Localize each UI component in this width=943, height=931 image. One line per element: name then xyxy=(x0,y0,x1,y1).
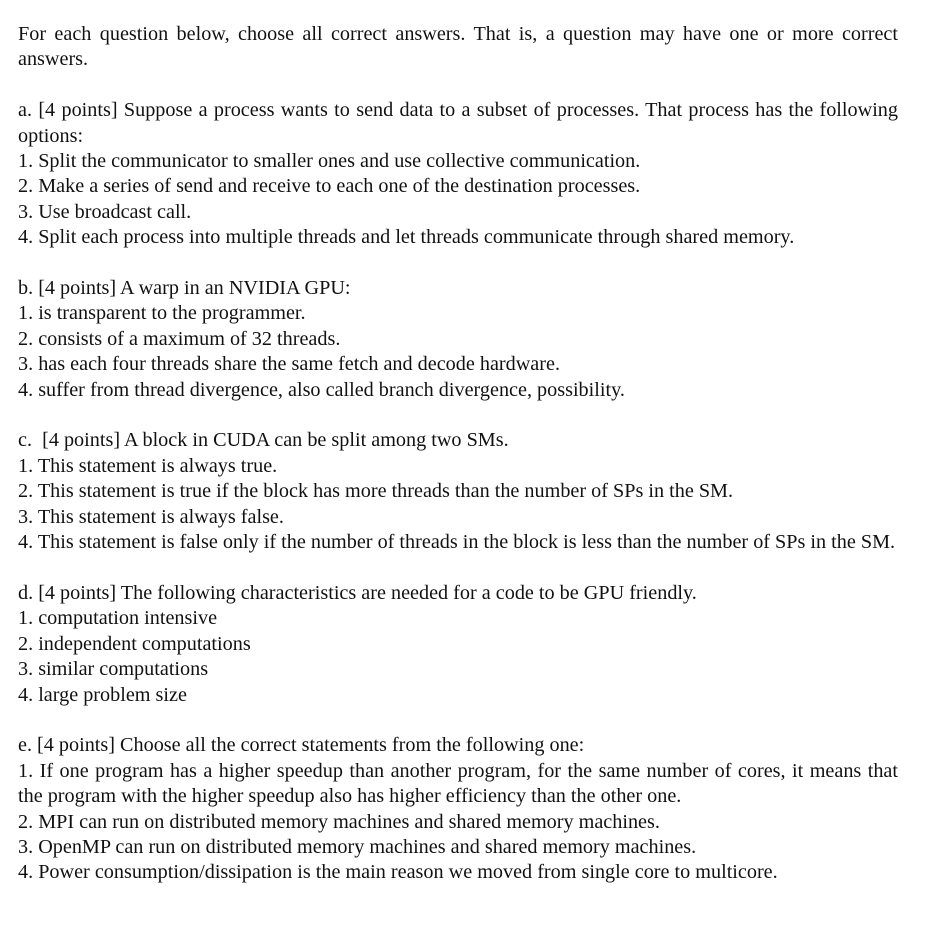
question-a-prompt: a. [4 points] Suppose a process wants to send data to a subset of processes. That process has the following options: xyxy=(18,99,898,147)
question-d xyxy=(18,581,898,708)
question-a-option-3: 3. Use broadcast call. xyxy=(18,200,192,223)
question-d-option-1: 1. computation intensive xyxy=(18,607,218,630)
question-b-option-2: 2. consists of a maximum of 32 threads. xyxy=(18,327,341,350)
question-e-option-1: 1. If one program has a higher speedup than another program, for the same number of cores, it means that the program with the higher speedup also has higher efficiency than the other one. xyxy=(18,759,898,808)
question-e-option-4: 4. Power consumption/dissipation is the main reason we moved from single core to multicore. xyxy=(18,861,778,884)
question-c-option-3: 3. This statement is always false. xyxy=(18,505,284,528)
question-a-option-2: 2. Make a series of send and receive to each one of the destination processes. xyxy=(18,175,641,198)
question-b-option-4: 4. suffer from thread divergence, also called branch divergence, possibility. xyxy=(18,378,625,401)
question-a-option-1: 1. Split the communicator to smaller ones and use collective communication. xyxy=(18,150,641,173)
question-c xyxy=(18,428,898,555)
instructions: For each question below, choose all correct answers. That is, a question may have one or more correct answers. xyxy=(18,23,898,71)
question-b-option-3: 3. has each four threads share the same fetch and decode hardware. xyxy=(18,353,560,376)
question-b-prompt: b. [4 points] A warp in an NVIDIA GPU: xyxy=(18,277,351,300)
question-d-option-2: 2. independent computations xyxy=(18,632,251,655)
question-c-prompt: c. [4 points] A block in CUDA can be split among two SMs. xyxy=(18,429,509,452)
document-body xyxy=(18,22,898,886)
question-d-option-4: 4. large problem size xyxy=(18,683,187,706)
question-b xyxy=(18,276,898,403)
question-c-option-1: 1. This statement is always true. xyxy=(18,454,278,477)
question-e xyxy=(18,733,898,885)
question-e-prompt: e. [4 points] Choose all the correct statements from the following one: xyxy=(18,734,585,757)
question-c-option-2: 2. This statement is true if the block has more threads than the number of SPs in the SM. xyxy=(18,480,734,503)
question-d-prompt: d. [4 points] The following characteristics are needed for a code to be GPU friendly. xyxy=(18,581,697,604)
question-a-option-4: 4. Split each process into multiple threads and let threads communicate through shared memory. xyxy=(18,226,795,249)
question-e-option-3: 3. OpenMP can run on distributed memory machines and shared memory machines. xyxy=(18,835,697,858)
question-b-option-1: 1. is transparent to the programmer. xyxy=(18,302,306,325)
question-d-option-3: 3. similar computations xyxy=(18,658,209,681)
question-c-option-4: 4. This statement is false only if the number of threads in the block is less than the number of SPs in the SM. xyxy=(18,531,896,554)
question-a xyxy=(18,98,898,250)
question-e-option-2: 2. MPI can run on distributed memory machines and shared memory machines. xyxy=(18,810,660,833)
